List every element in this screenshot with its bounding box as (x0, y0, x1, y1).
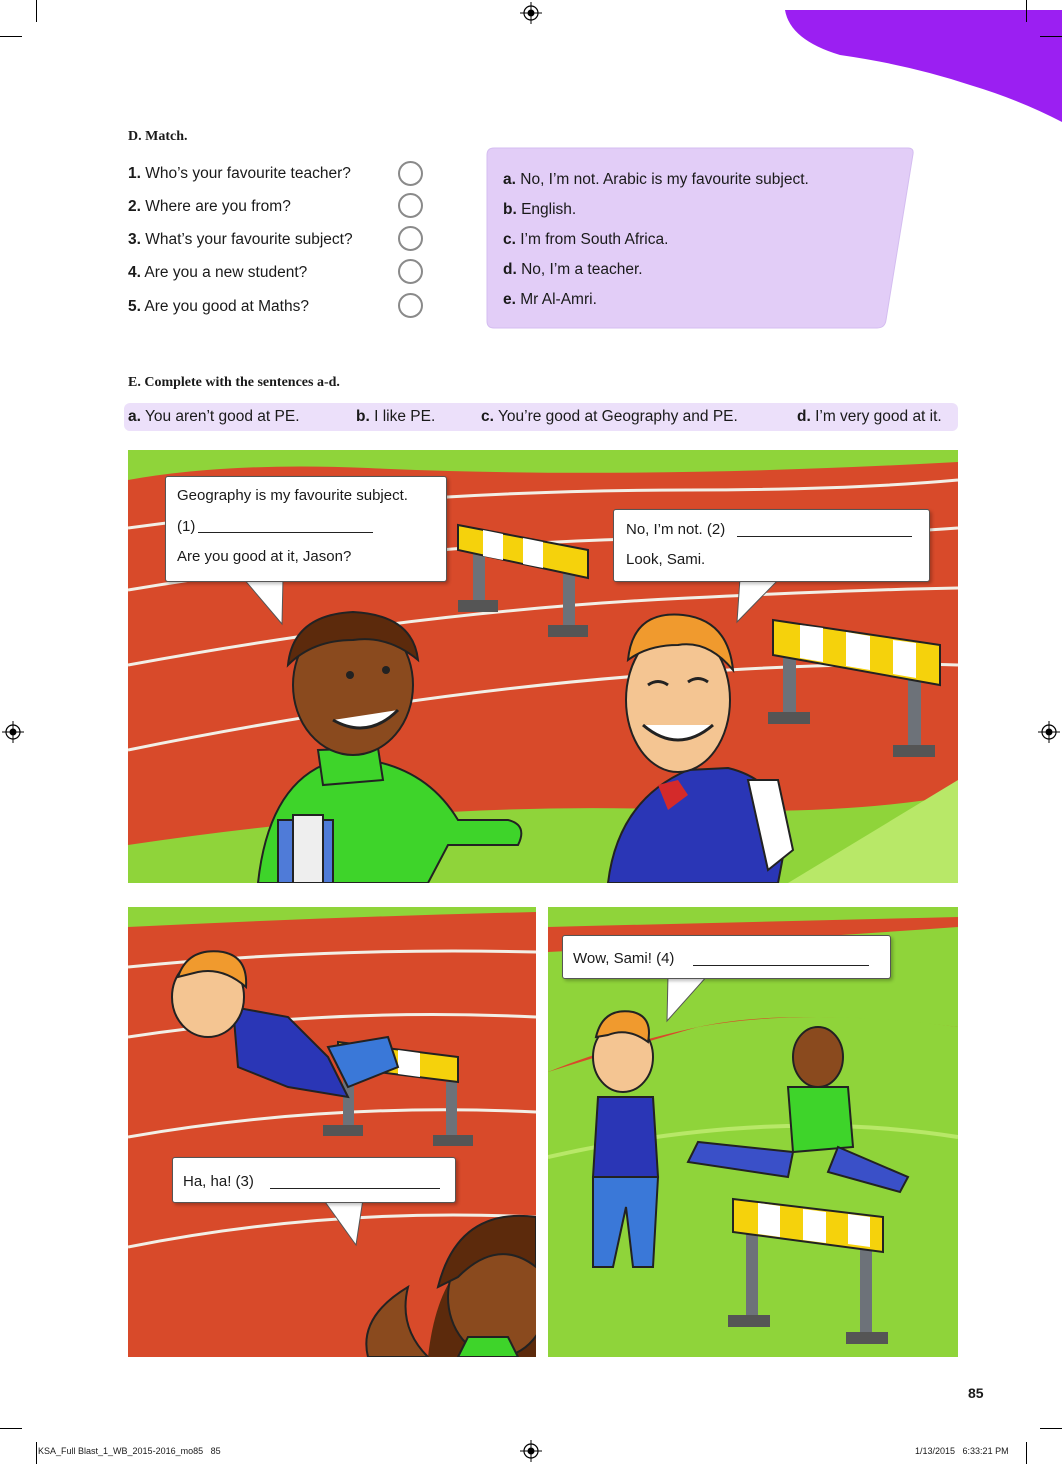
answer-a: a. No, I’m not. Arabic is my favourite subject. (503, 171, 809, 188)
answer-e: e. Mr Al-Amri. (503, 291, 597, 308)
registration-mark-icon (1038, 721, 1060, 743)
crop-mark (0, 1428, 22, 1429)
crop-mark (1026, 0, 1027, 22)
crop-mark (1040, 36, 1062, 37)
answer-c: c. I’m from South Africa. (503, 231, 669, 248)
question-1: 1. Who’s your favourite teacher? (128, 165, 351, 182)
crop-mark (1040, 1428, 1062, 1429)
blank-1[interactable] (198, 532, 373, 533)
option-c: c. You’re good at Geography and PE. (481, 408, 738, 425)
registration-mark-icon (2, 721, 24, 743)
bubble-3-line-1: Ha, ha! (3) (183, 1173, 254, 1190)
blank-2[interactable] (737, 536, 912, 537)
option-a: a. You aren’t good at PE. (128, 408, 300, 425)
bubble-1-line-3: Are you good at it, Jason? (177, 548, 352, 565)
question-3: 3. What’s your favourite subject? (128, 231, 353, 248)
blank-4[interactable] (693, 965, 869, 966)
comic-panel-2 (128, 907, 536, 1357)
question-2: 2. Where are you from? (128, 198, 291, 215)
section-d-title: D. Match. (128, 129, 188, 144)
footer-timestamp: 1/13/2015 6:33:21 PM (915, 1446, 1009, 1456)
registration-mark-icon (520, 1440, 542, 1462)
crop-mark (36, 0, 37, 22)
speech-bubble-2 (613, 509, 930, 582)
option-b: b. I like PE. (356, 408, 436, 425)
bubble-2-tail (735, 578, 785, 624)
answer-circle-5[interactable] (398, 293, 423, 318)
purple-corner-decoration (780, 0, 1062, 125)
bubble-1-tail (238, 578, 288, 626)
bubble-2-line-1: No, I’m not. (2) (626, 521, 726, 538)
answer-circle-1[interactable] (398, 161, 423, 186)
answer-circle-4[interactable] (398, 259, 423, 284)
section-e-title: E. Complete with the sentences a-d. (128, 375, 340, 390)
question-5: 5. Are you good at Maths? (128, 298, 309, 315)
bubble-4-line-1: Wow, Sami! (4) (573, 950, 675, 967)
page-number: 85 (968, 1385, 984, 1401)
bubble-3-tail (318, 1199, 368, 1247)
bubble-2-line-2: Look, Sami. (626, 551, 706, 568)
answer-d: d. No, I’m a teacher. (503, 261, 643, 278)
bubble-1-line-1: Geography is my favourite subject. (177, 487, 408, 504)
answer-circle-3[interactable] (398, 226, 423, 251)
question-4: 4. Are you a new student? (128, 264, 308, 281)
blank-3[interactable] (270, 1188, 440, 1189)
registration-mark-icon (520, 2, 542, 24)
answer-b: b. English. (503, 201, 577, 218)
crop-mark (0, 36, 22, 37)
footer-file-label: KSA_Full Blast_1_WB_2015-2016_mo85 85 (38, 1446, 221, 1456)
bubble-4-tail (663, 975, 713, 1023)
crop-mark (36, 1442, 37, 1464)
answer-circle-2[interactable] (398, 193, 423, 218)
crop-mark (1026, 1442, 1027, 1464)
bubble-1-line-2: (1) (177, 518, 196, 535)
option-d: d. I’m very good at it. (797, 408, 942, 425)
